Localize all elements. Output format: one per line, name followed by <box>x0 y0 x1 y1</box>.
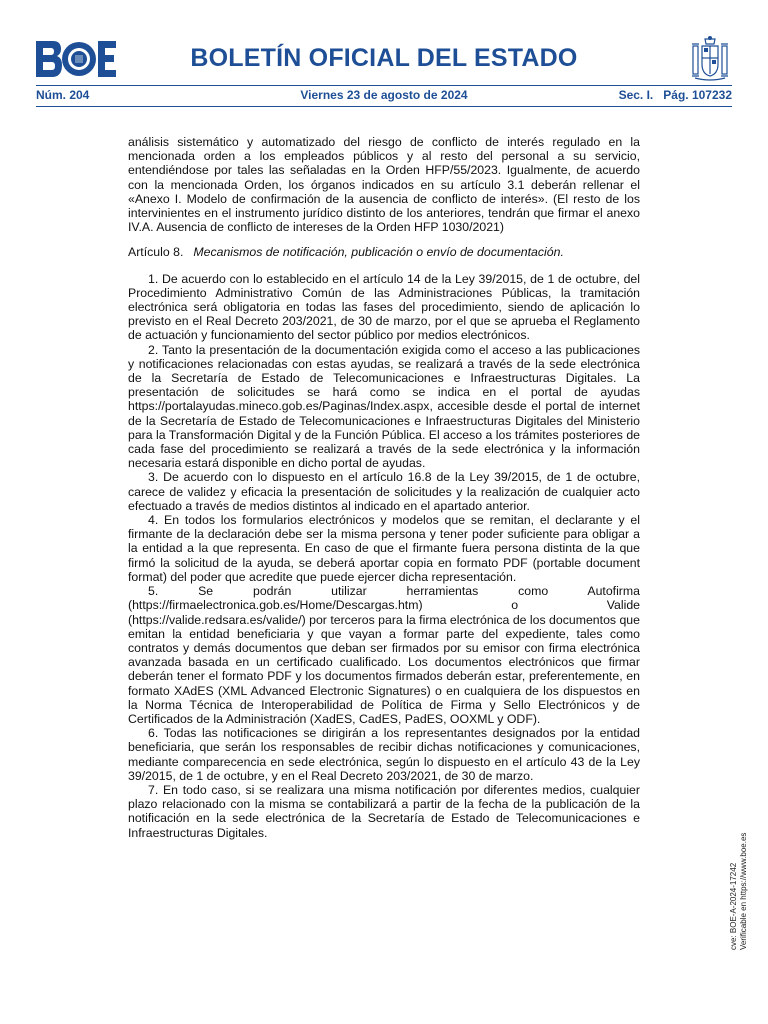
paragraph: 5. Se podrán utilizar herramientas como Autofirma (https://firmaelectronica.gob.es/Home/Descargas.htm) o Valide (https://valide.redsara.es/valide/) por terceros para la firma electrónica de los documentos que emitan la entidad beneficiaria y que vayan a formar parte del expediente, tales como contratos y demás documentos que deban ser firmados por su emisor con firma electrónica avanzada basada en un certificado cualificado. Los documentos electrónicos que firmar deberán tener el formato PDF y los documentos firmados deberán estar, preferentemente, en formato XAdES (XML Advanced Electronic Signatures) o en cualquiera de los dispuestos en la Norma Técnica de Interoperabilidad de Política de Firma y Sello Electrónicos y de Certificados de la Administración (XadES, CadES, PadES, OOXML y ODF). <box>128 584 640 726</box>
issue-number: Núm. 204 <box>36 88 90 102</box>
article-label: Artículo 8. <box>128 245 184 260</box>
header-rule-top <box>36 85 732 86</box>
header-rule-bottom <box>36 106 732 107</box>
verification-sidebar <box>729 833 749 950</box>
paragraph: 1. De acuerdo con lo establecido en el artículo 14 de la Ley 39/2015, de 1 de octubre, del Procedimiento Administrativo Común de las Administraciones Públicas, la tramitación electrónica será obligatoria en todas las fases del procedimiento, siendo de aplicación lo previsto en el Real Decreto 203/2021, de 30 de marzo, por el que se aprueba el Reglamento de actuación y funcionamiento del sector público por medios electrónicos. <box>128 271 640 343</box>
cve-code: cve: BOE-A-2024-17242 <box>729 862 738 950</box>
issue-date: Viernes 23 de agosto de 2024 <box>300 88 468 102</box>
article-heading <box>128 245 640 259</box>
paragraph: 4. En todos los formularios electrónicos y modelos que se remitan, el declarante y el firmante de la declaración debe ser la misma persona y tener poder suficiente para obligar a la entidad a la que representa. En caso de que el firmante fuera persona distinta de la que firmó la solicitud de la ayuda, se deberá aportar copia en formato PDF (portable document format) del poder que acredite que puede ejercer dicha representación. <box>128 513 640 584</box>
paragraph: 3. De acuerdo con lo dispuesto en el artículo 16.8 de la Ley 39/2015, de 1 de octubre, carece de validez y eficacia la presentación de solicitudes y la realización de cualquier acto efectuado a través de medios distintos al indicado en el apartado anterior. <box>128 470 640 513</box>
document-body <box>128 135 640 840</box>
page-header <box>36 36 732 84</box>
page-meta-bar <box>36 88 732 104</box>
spain-coat-of-arms-icon <box>690 36 730 82</box>
article-title: Mecanismos de notificación, publicación o envío de documentación. <box>193 245 564 260</box>
paragraph: 2. Tanto la presentación de la documentación exigida como el acceso a las publicaciones y notificaciones relacionadas con estas ayudas, se realizará a través de la sede electrónica de la Secretaría de Estado de Telecomunicaciones e Infraestructuras Digitales. La presentación de solicitudes se hará como se indica en el portal de ayudas https://portalayudas.mineco.gob.es/Paginas/Index.aspx, accesible desde el portal de internet de la Secretaría de Estado de Telecomunicaciones e Infraestructuras Digitales del Ministerio para la Transformación Digital y de la Función Pública. El acceso a los trámites posteriores de cada fase del procedimiento se realizará a través de la sede electrónica y la información necesaria estará disponible en dicho portal de ayudas. <box>128 342 640 471</box>
page-title: BOLETÍN OFICIAL DEL ESTADO <box>190 44 578 72</box>
verification-link[interactable]: Verificable en https://www.boe.es <box>739 832 748 950</box>
paragraph: 6. Todas las notificaciones se dirigirán a los representantes designados por la entidad beneficiaria, que serán los responsables de recibir dichas notificaciones y comunicaciones, mediante comparecencia en sede electrónica, según lo dispuesto en el artículo 43 de la Ley 39/2015, de 1 de octubre, y en el Real Decreto 203/2021, de 30 de marzo. <box>128 726 640 783</box>
section-page: Sec. I. Pág. 107232 <box>618 88 732 102</box>
intro-paragraph: análisis sistemático y automatizado del riesgo de conflicto de interés regulado en la mencionada orden a los empleados públicos y al resto del personal a su servicio, entendiéndose por tales las señaladas en la Orden HFP/55/2023. Igualmente, de acuerdo con la mencionada Orden, los órganos indicados en su artículo 3.1 deberán rellenar el «Anexo I. Modelo de confirmación de la ausencia de conflicto de interés». (El resto de los intervinientes en el instrumento jurídico distinto de los anteriores, tendrán que firmar el anexo IV.A. Ausencia de conflicto de intereses de la Orden HFP 1030/2021) <box>128 135 640 235</box>
paragraph: 7. En todo caso, si se realizara una misma notificación por diferentes medios, cualquier plazo relacionado con la misma se contabilizará a partir de la fecha de la publicación de la notificación en la sede electrónica de la Secretaría de Estado de Telecomunicaciones e Infraestructuras Digitales. <box>128 782 640 840</box>
